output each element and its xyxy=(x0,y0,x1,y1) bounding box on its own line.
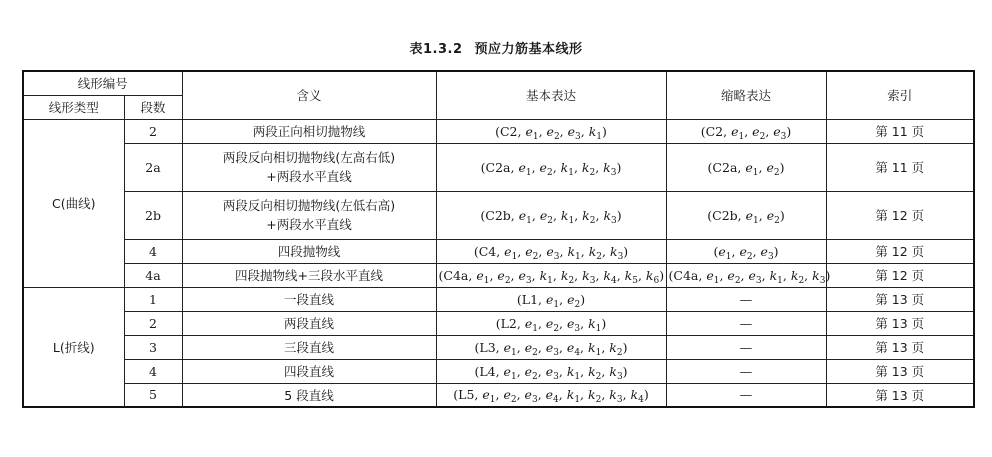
basic-expression-cell: (L5, $e_1$, $e_2$, $e_3$, $e_4$, $k_1$, $k_2$, $k_3$, $k_4$) xyxy=(436,383,666,407)
table-row xyxy=(23,383,974,407)
table-caption xyxy=(0,38,992,57)
segment-count-cell: 2 xyxy=(124,119,182,143)
segment-count-cell: 4a xyxy=(124,263,182,287)
header-short-cell: 缩略表达 xyxy=(666,71,826,119)
segment-count-cell: 5 xyxy=(124,383,182,407)
line-type-cell: C(曲线) xyxy=(23,119,124,287)
meaning-line: 5 段直线 xyxy=(284,387,334,403)
meaning-line: +两段水平直线 xyxy=(266,169,352,184)
basic-expression-cell: (L1, $e_1$, $e_2$) xyxy=(436,287,666,311)
meaning-line: 两段反向相切抛物线(左高右低) xyxy=(222,150,396,165)
header-segments-cell: 段数 xyxy=(124,95,182,119)
page-index-cell: 第 13 页 xyxy=(826,335,974,359)
table-row xyxy=(23,335,974,359)
table-number: 表1.3.2 xyxy=(409,42,463,57)
meaning-line: 两段反向相切抛物线(左低右高) xyxy=(222,198,396,213)
short-expression-cell: — xyxy=(666,311,826,335)
meaning-cell xyxy=(182,335,436,359)
page-index-cell: 第 12 页 xyxy=(826,239,974,263)
header-meaning-cell: 含义 xyxy=(182,71,436,119)
short-expression-cell: (C2, $e_1$, $e_2$, $e_3$) xyxy=(666,119,826,143)
segment-count-cell: 3 xyxy=(124,335,182,359)
page-index-cell: 第 13 页 xyxy=(826,359,974,383)
header-row-1 xyxy=(23,71,974,95)
segment-count-cell: 4 xyxy=(124,359,182,383)
short-expression-cell: ($e_1$, $e_2$, $e_3$) xyxy=(666,239,826,263)
linetype-table xyxy=(22,70,975,408)
basic-expression-cell: (C2a, $e_1$, $e_2$, $k_1$, $k_2$, $k_3$) xyxy=(436,143,666,191)
short-expression-cell: — xyxy=(666,335,826,359)
short-expression-cell: — xyxy=(666,287,826,311)
page-index-cell: 第 12 页 xyxy=(826,263,974,287)
short-expression-cell: — xyxy=(666,359,826,383)
short-expression-cell: — xyxy=(666,383,826,407)
meaning-cell xyxy=(182,119,436,143)
page-index-cell: 第 12 页 xyxy=(826,191,974,239)
table-row xyxy=(23,359,974,383)
short-expression-cell: (C4a, $e_1$, $e_2$, $e_3$, $k_1$, $k_2$, $k_3$) xyxy=(666,263,826,287)
segment-count-cell: 4 xyxy=(124,239,182,263)
basic-expression-cell: (L3, $e_1$, $e_2$, $e_3$, $e_4$, $k_1$, $k_2$) xyxy=(436,335,666,359)
meaning-line: 四段抛物线 xyxy=(277,244,341,259)
segment-count-cell: 1 xyxy=(124,287,182,311)
segment-count-cell: 2 xyxy=(124,311,182,335)
table-row xyxy=(23,239,974,263)
segment-count-cell: 2b xyxy=(124,191,182,239)
page-index-cell: 第 13 页 xyxy=(826,287,974,311)
table-row xyxy=(23,287,974,311)
meaning-cell xyxy=(182,359,436,383)
page-index-cell: 第 11 页 xyxy=(826,143,974,191)
page-index-cell: 第 13 页 xyxy=(826,311,974,335)
meaning-cell xyxy=(182,191,436,239)
line-type-cell: L(折线) xyxy=(23,287,124,407)
meaning-cell xyxy=(182,143,436,191)
header-group-cell: 线形编号 xyxy=(23,71,182,95)
meaning-cell xyxy=(182,263,436,287)
meaning-line: 四段抛物线+三段水平直线 xyxy=(235,268,383,283)
page-index-cell: 第 11 页 xyxy=(826,119,974,143)
table-body xyxy=(23,71,974,407)
meaning-cell xyxy=(182,383,436,407)
meaning-line: 四段直线 xyxy=(284,364,335,379)
table-row xyxy=(23,143,974,191)
short-expression-cell: (C2a, $e_1$, $e_2$) xyxy=(666,143,826,191)
table-title: 预应力筋基本线形 xyxy=(474,42,583,57)
page-index-cell: 第 13 页 xyxy=(826,383,974,407)
header-index-cell: 索引 xyxy=(826,71,974,119)
header-basic-cell: 基本表达 xyxy=(436,71,666,119)
basic-expression-cell: (C2b, $e_1$, $e_2$, $k_1$, $k_2$, $k_3$) xyxy=(436,191,666,239)
table-row xyxy=(23,311,974,335)
segment-count-cell: 2a xyxy=(124,143,182,191)
meaning-cell xyxy=(182,287,436,311)
table-row xyxy=(23,263,974,287)
basic-expression-cell: (L4, $e_1$, $e_2$, $e_3$, $k_1$, $k_2$, $k_3$) xyxy=(436,359,666,383)
basic-expression-cell: (C4, $e_1$, $e_2$, $e_3$, $k_1$, $k_2$, $k_3$) xyxy=(436,239,666,263)
table-row xyxy=(23,191,974,239)
header-type-cell: 线形类型 xyxy=(23,95,124,119)
meaning-line: 两段直线 xyxy=(284,316,335,331)
meaning-line: 一段直线 xyxy=(284,292,335,307)
meaning-cell xyxy=(182,311,436,335)
basic-expression-cell: (C2, $e_1$, $e_2$, $e_3$, $k_1$) xyxy=(436,119,666,143)
table-row xyxy=(23,119,974,143)
meaning-line: +两段水平直线 xyxy=(266,217,352,232)
meaning-line: 两段正向相切抛物线 xyxy=(252,124,366,139)
short-expression-cell: (C2b, $e_1$, $e_2$) xyxy=(666,191,826,239)
basic-expression-cell: (L2, $e_1$, $e_2$, $e_3$, $k_1$) xyxy=(436,311,666,335)
meaning-cell xyxy=(182,239,436,263)
basic-expression-cell: (C4a, $e_1$, $e_2$, $e_3$, $k_1$, $k_2$, $k_3$, $k_4$, $k_5$, $k_6$) xyxy=(436,263,666,287)
meaning-line: 三段直线 xyxy=(284,340,335,355)
